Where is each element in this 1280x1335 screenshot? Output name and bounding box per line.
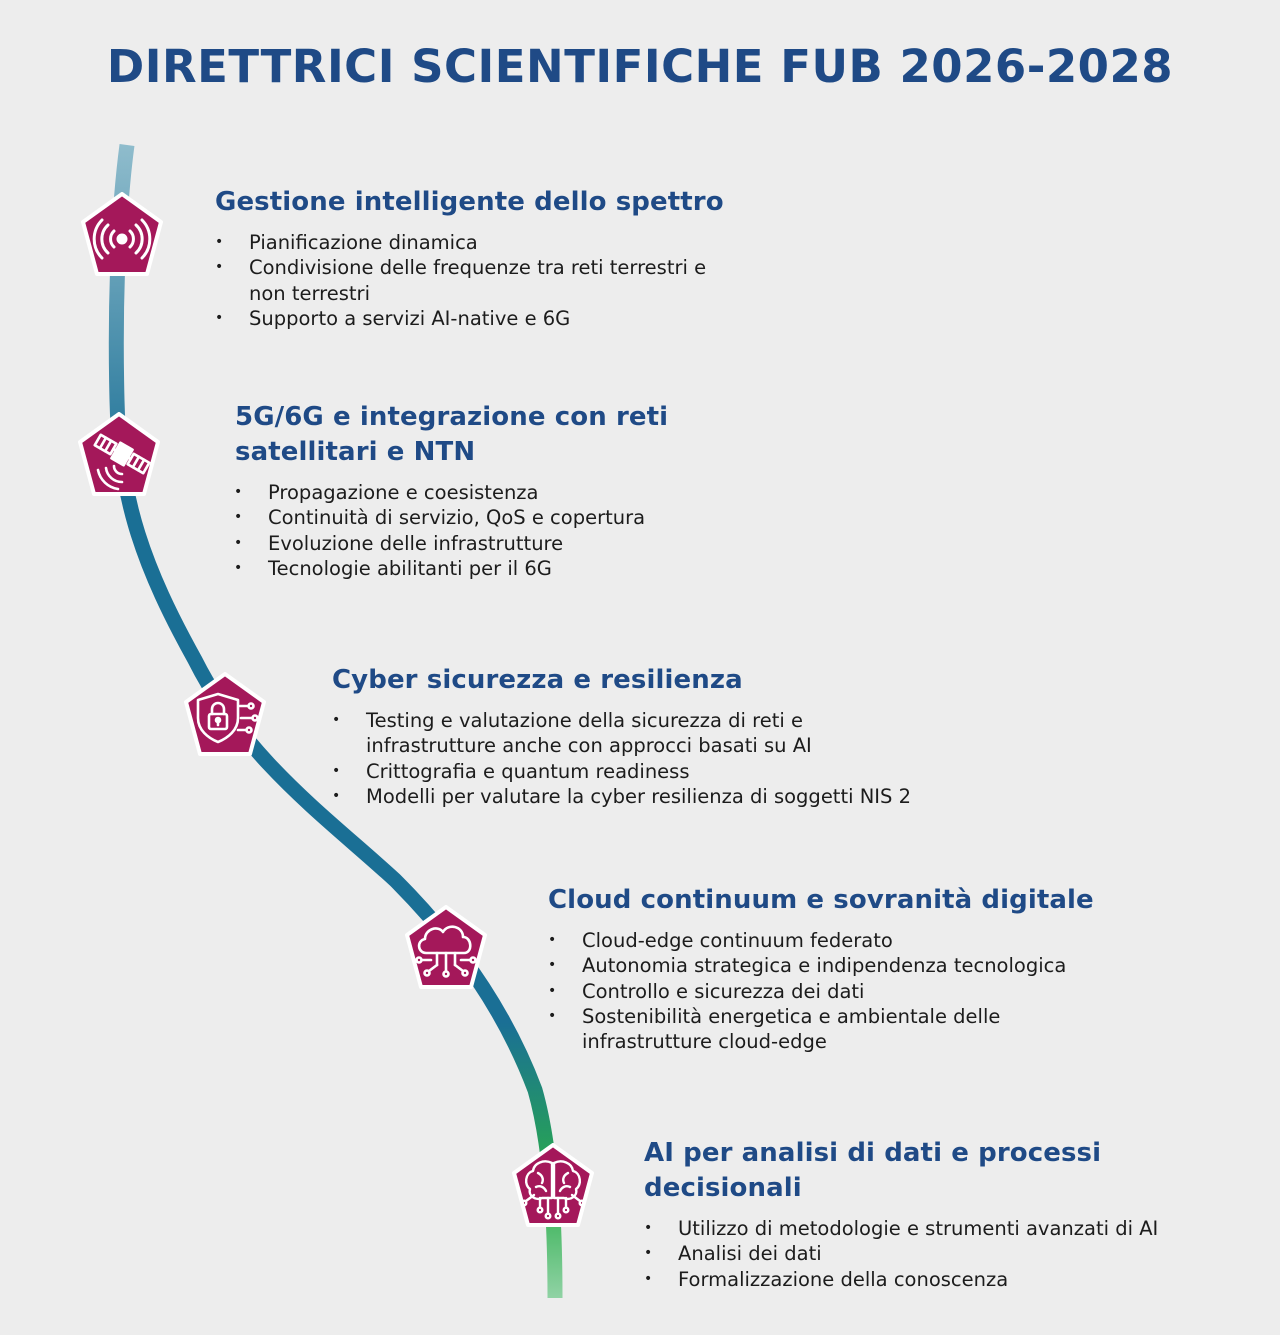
- list-item: • Evoluzione delle infrastrutture: [234, 531, 734, 556]
- section-ai: [644, 1136, 1264, 1292]
- node-cyber: [180, 672, 270, 760]
- list-item: • Controllo e sicurezza dei dati: [548, 979, 1088, 1004]
- page-title: DIRETTRICI SCIENTIFICHE FUB 2026-2028: [106, 40, 1174, 93]
- list-item: • Pianificazione dinamica: [215, 230, 735, 255]
- section-heading: AI per analisi di dati e processi decisionali: [644, 1138, 1102, 1203]
- list-item: • Formalizzazione della conoscenza: [644, 1267, 1264, 1292]
- list-item: • Continuità di servizio, QoS e copertura: [234, 505, 734, 530]
- list-item: • Analisi dei dati: [644, 1241, 1264, 1266]
- list-item: • Crittografia e quantum readiness: [332, 759, 832, 784]
- section-spectrum: [215, 185, 735, 331]
- bullet-list: [548, 928, 1088, 1054]
- section-satellite: [235, 400, 675, 581]
- node-cloud: [401, 905, 491, 993]
- satellite-icon: [74, 412, 164, 500]
- node-spectrum: [77, 192, 167, 280]
- list-item: • Testing e valutazione della sicurezza di reti e infrastrutture anche con approcci basati su AI: [332, 708, 832, 759]
- shield-lock-icon: [180, 672, 270, 760]
- section-heading: Cloud continuum e sovranità digitale: [548, 885, 1094, 915]
- section-heading: Cyber sicurezza e resilienza: [332, 665, 743, 695]
- list-item: • Autonomia strategica e indipendenza tecnologica: [548, 953, 1088, 978]
- list-item: • Tecnologie abilitanti per il 6G: [234, 556, 734, 581]
- ai-brain-circuit-icon: [508, 1143, 598, 1231]
- bullet-list: [234, 480, 734, 581]
- wireless-signal-icon: [77, 192, 167, 280]
- list-item: • Propagazione e coesistenza: [234, 480, 734, 505]
- section-heading: 5G/6G e integrazione con reti satellitari e NTN: [235, 402, 669, 467]
- bullet-list: [215, 230, 735, 331]
- list-item: • Sostenibilità energetica e ambientale delle infrastrutture cloud-edge: [548, 1004, 1032, 1055]
- list-item: • Cloud-edge continuum federato: [548, 928, 1088, 953]
- list-item: • Supporto a servizi AI-native e 6G: [215, 306, 735, 331]
- list-item: • Utilizzo di metodologie e strumenti avanzati di AI: [644, 1216, 1264, 1241]
- bullet-list: [644, 1216, 1264, 1292]
- bullet-list: [332, 708, 912, 809]
- node-satellite: [74, 412, 164, 500]
- list-item: • Modelli per valutare la cyber resilienza di soggetti NIS 2: [332, 784, 986, 809]
- section-heading: Gestione intelligente dello spettro: [215, 187, 724, 217]
- cloud-network-icon: [401, 905, 491, 993]
- node-ai: [508, 1143, 598, 1231]
- section-cloud: [548, 883, 1108, 1054]
- section-cyber: [332, 663, 952, 809]
- list-item: • Condivisione delle frequenze tra reti terrestri e non terrestri: [215, 255, 735, 306]
